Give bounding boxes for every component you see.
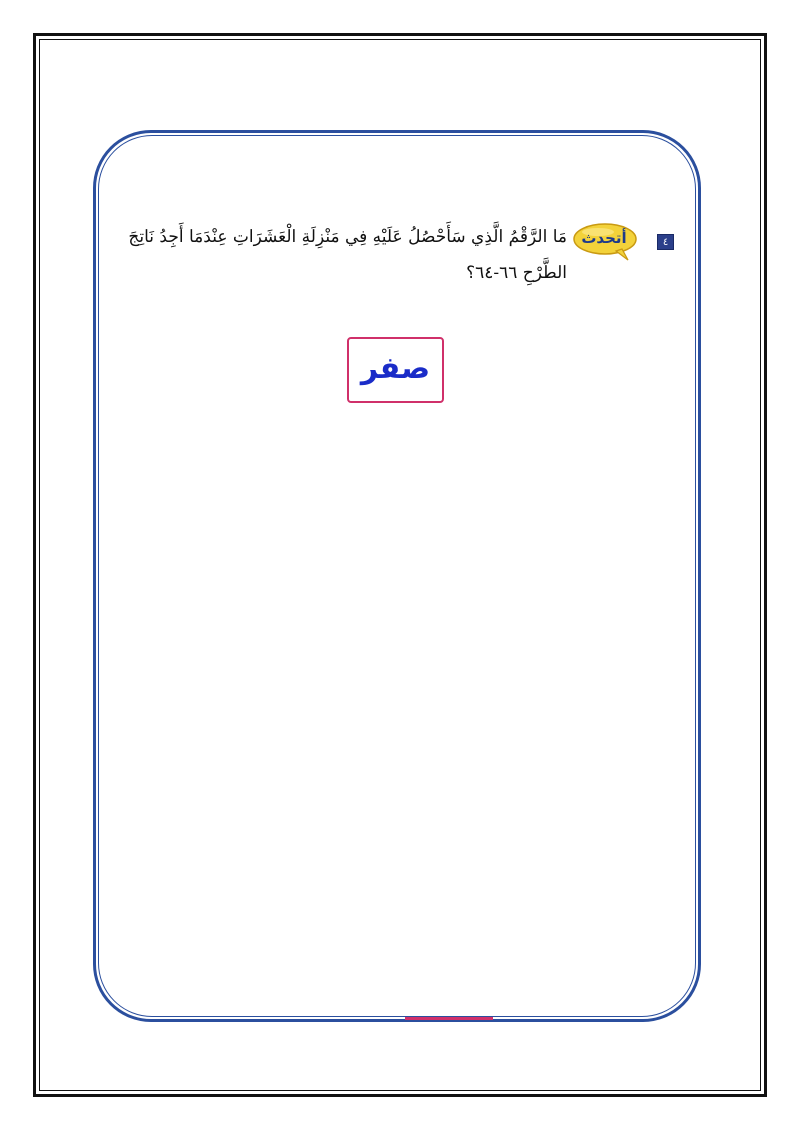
answer-text: صفر [360,351,431,386]
card-bottom-accent [405,1017,493,1020]
question-text: مَا الرَّقْمُ الَّذِي سَأَحْصُلُ عَلَيْهِ فِي مَنْزِلَةِ الْعَشَرَاتِ عِنْدَمَا أَجِدُ نَاتِجَ الطَّرْحِ ٦٦-٦٤؟ [128,227,567,283]
talk-bubble-icon [572,222,646,262]
answer-box [347,337,444,403]
question-number-badge: ٤ [657,234,674,250]
talk-label: أتحدث [581,229,627,247]
